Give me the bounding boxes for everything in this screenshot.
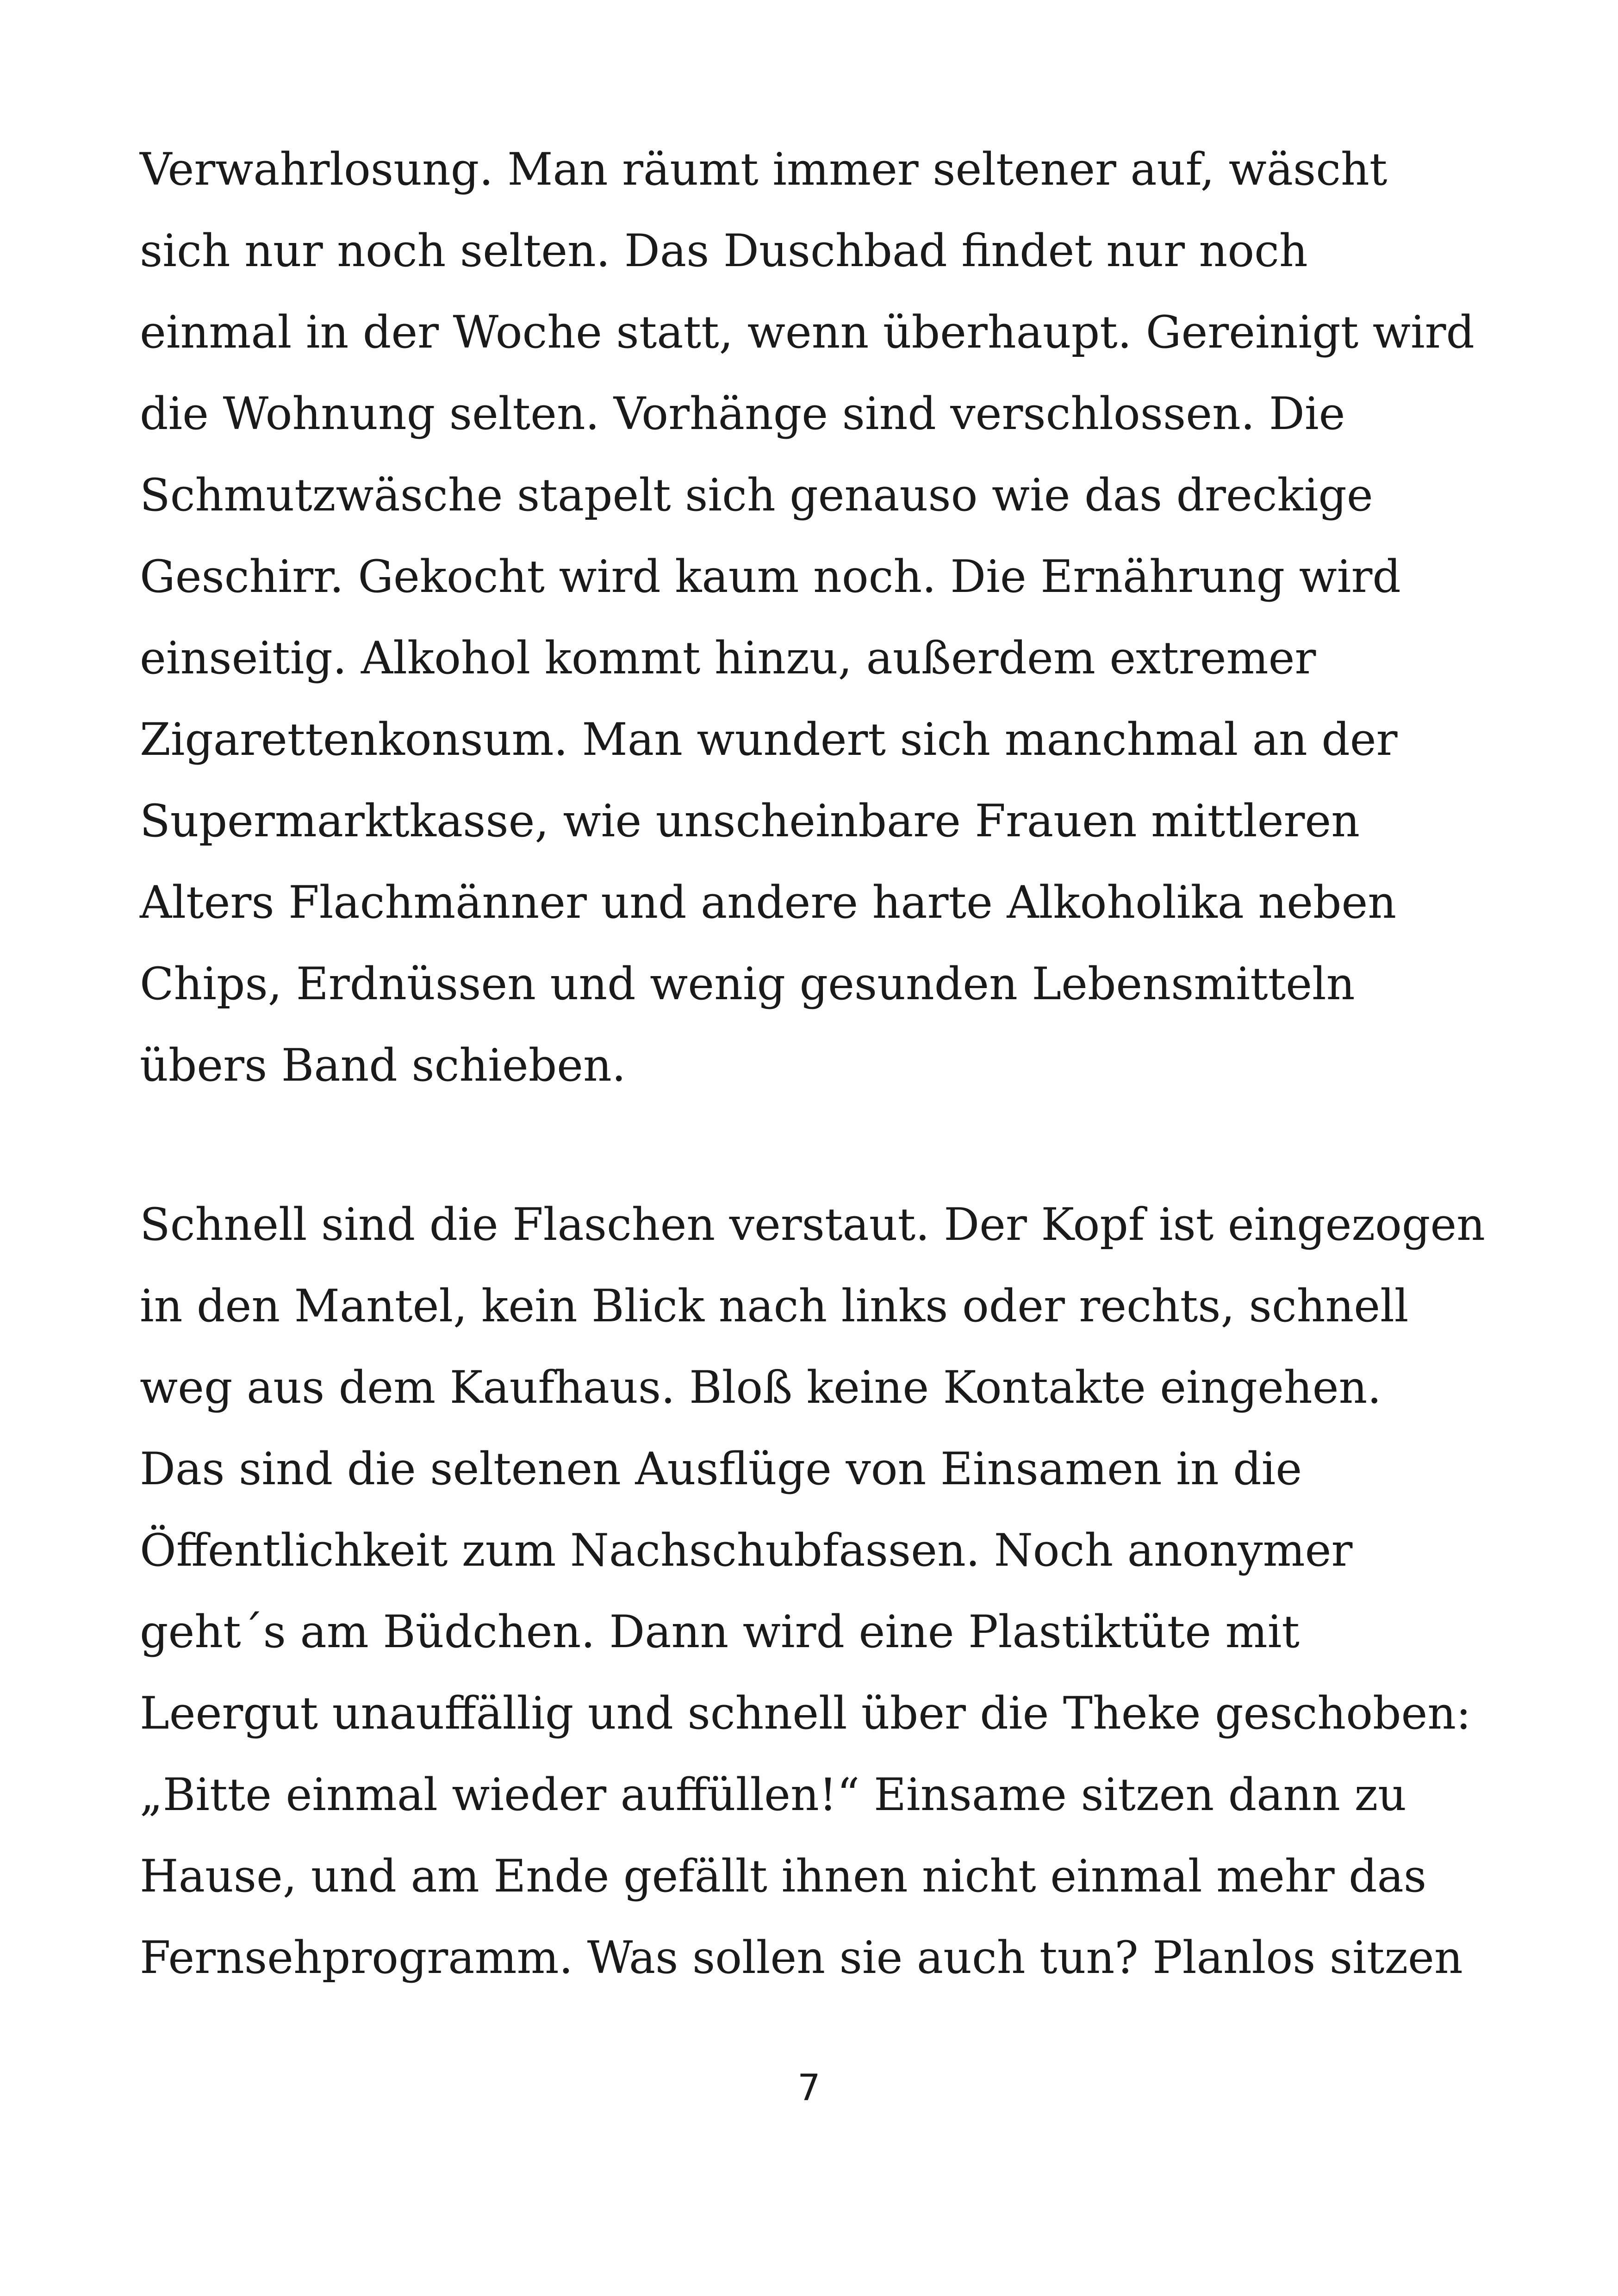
text-line: Verwahrlosung. Man räumt immer seltener auf, wäscht: [140, 143, 1388, 195]
text-line: „Bitte einmal wieder auffüllen!“ Einsame sitzen dann zu: [140, 1769, 1406, 1821]
text-line: Geschirr. Gekocht wird kaum noch. Die Ernährung wird: [140, 551, 1401, 603]
paragraph: [140, 129, 1510, 1106]
page-number: 7: [797, 2067, 821, 2109]
text-line: Chips, Erdnüssen und wenig gesunden Lebensmitteln: [140, 958, 1355, 1010]
text-line: weg aus dem Kaufhaus. Bloß keine Kontakte eingehen.: [140, 1362, 1382, 1413]
text-line: Alters Flachmänner und andere harte Alkoholika neben: [140, 877, 1397, 928]
text-line: einseitig. Alkohol kommt hinzu, außerdem extremer: [140, 632, 1316, 684]
text-line: Schmutzwäsche stapelt sich genauso wie das dreckige: [140, 469, 1373, 521]
text-line: Hause, und am Ende gefällt ihnen nicht einmal mehr das: [140, 1850, 1427, 1902]
text-line: Zigarettenkonsum. Man wundert sich manchmal an der: [140, 714, 1398, 765]
text-line: Fernsehprogramm. Was sollen sie auch tun? Planlos sitzen: [140, 1932, 1463, 1984]
text-line: übers Band schieben.: [140, 1039, 626, 1091]
text-line: Das sind die seltenen Ausflüge von Einsamen in die: [140, 1443, 1302, 1495]
paragraph: [140, 1184, 1510, 1998]
text-line: geht´s am Büdchen. Dann wird eine Plastiktüte mit: [140, 1606, 1300, 1658]
text-line: Öffentlichkeit zum Nachschubfassen. Noch anonymer: [140, 1524, 1353, 1576]
text-line: in den Mantel, kein Blick nach links oder rechts, schnell: [140, 1280, 1409, 1332]
text-line: sich nur noch selten. Das Duschbad findet nur noch: [140, 225, 1308, 277]
text-line: einmal in der Woche statt, wenn überhaupt. Gereinigt wird: [140, 306, 1475, 358]
text-line: die Wohnung selten. Vorhänge sind verschlossen. Die: [140, 388, 1345, 440]
text-line: Supermarktkasse, wie unscheinbare Frauen mittleren: [140, 795, 1360, 847]
text-line: Leergut unauffällig und schnell über die Theke geschoben:: [140, 1687, 1471, 1739]
text-line: Schnell sind die Flaschen verstaut. Der Kopf ist eingezogen: [140, 1199, 1485, 1251]
